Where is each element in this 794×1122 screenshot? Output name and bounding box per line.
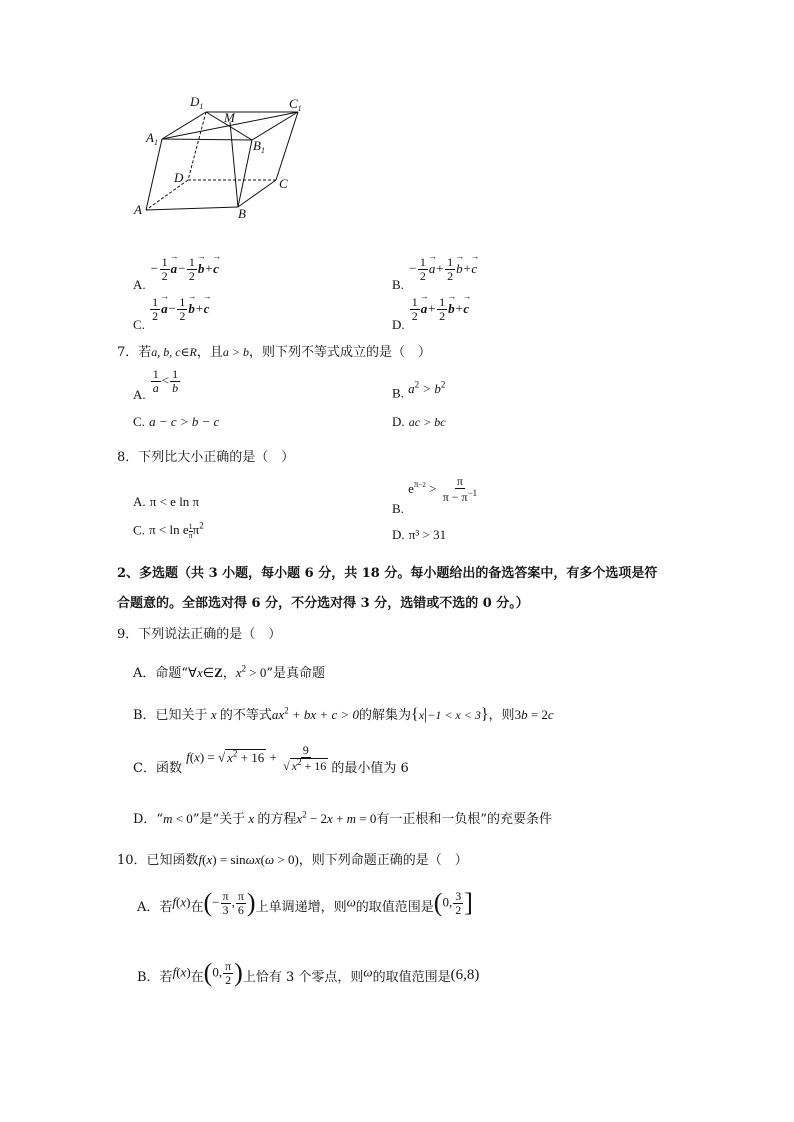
q8-option-b[interactable]: B. $e^{\pi-2}$ > $\frac{\pi}{\pi - \pi^{-1}}$ <box>392 474 478 516</box>
q6-option-d[interactable]: D. $\frac{1}{2}$ → a+ $\frac{1}{2}$ → b+→ c <box>392 296 469 322</box>
section2-heading-line2: 合题意的。全部选对得 6 分，不分选对得 3 分，选错或不选的 0 分。） <box>117 596 529 611</box>
label-a1: $A_1$ <box>146 130 158 147</box>
q9-option-b[interactable]: B．已知关于 x 的不等式$ax^2$ + bx + c > 0的解集为{x|−1 < x < 3}，则3b = 2c <box>133 705 554 723</box>
q7-option-c[interactable]: C. a − c > b − c <box>133 414 220 429</box>
q8-option-d[interactable]: D. π³ > 31 <box>392 527 447 542</box>
label-c1: $C_1$ <box>289 96 302 113</box>
q6-option-b[interactable]: B. − $\frac{1}{2}$ → a+ $\frac{1}{2}$ → b+→ c <box>392 256 477 282</box>
q9-stem: 9．下列说法正确的是（ ） <box>117 627 282 642</box>
label-b: B <box>238 206 246 221</box>
q7-stem: 7．若a, b, c∈R，且a > b，则下列不等式成立的是（ ） <box>117 345 431 360</box>
q10-option-b[interactable]: B．若f(x)在(0, $\frac{\pi}{2}$ )上恰有 3 个零点，则ω的取值范围是(6,8) <box>137 958 480 987</box>
label-m: M <box>224 110 235 125</box>
q10-stem: 10．已知函数f(x) = sinωx(ω > 0)，则下列命题正确的是（ ） <box>117 852 468 868</box>
q10-option-a[interactable]: A．若f(x)在(− $\frac{\pi}{3}$ , $\frac{\pi}{6}$ )上单调递增，则ω的取值范围是(0, $\frac{3}{2}$ ] <box>137 888 473 917</box>
q8-option-c[interactable]: C. π < ln e $\frac{1}{\pi}$ $\pi^2$ <box>133 521 204 540</box>
q9-option-a[interactable]: A．命题“∀x∈Z，$x^2 > 0$”是真命题 <box>133 663 326 681</box>
label-d: D <box>174 170 184 185</box>
label-c: C <box>279 176 288 191</box>
q9-option-c[interactable]: C．函数 f(x) = √ $x^2 + 16$ + $\frac{9}{√ x^2 + 16}$ 的最小值为 6 <box>133 743 409 776</box>
q8-stem: 8．下列比大小正确的是（ ） <box>117 450 295 465</box>
q8-option-a[interactable]: A. π < e ln π <box>133 494 200 509</box>
q6-option-c[interactable]: C. $\frac{1}{2}$ → a− $\frac{1}{2}$ → b+→ c <box>133 296 209 322</box>
label-b1: $B_1$ <box>253 138 265 155</box>
parallelepiped-figure <box>130 92 300 222</box>
section2-heading-line1: 2、多选题（共 3 小题，每小题 6 分，共 18 分。每小题给出的备选答案中，有多个选项是符 <box>117 566 658 581</box>
q6-option-a[interactable]: A. − $\frac{1}{2}$ → a− $\frac{1}{2}$ → b+→ c <box>133 256 219 282</box>
label-a: A <box>134 202 142 217</box>
label-d1: $D_1$ <box>190 94 204 111</box>
q7-option-d[interactable]: D. ac > bc <box>392 414 446 429</box>
q7-option-a[interactable]: A. $\frac{1}{a}$ < $\frac{1}{b}$ <box>133 367 179 402</box>
q7-option-b[interactable]: B. $a^2 > b^2$ <box>392 380 446 401</box>
q9-option-d[interactable]: D．“m < 0”是“关于 x 的方程$x^2 - 2x + m = 0$有一正根和一负根”的充要条件 <box>133 809 553 827</box>
